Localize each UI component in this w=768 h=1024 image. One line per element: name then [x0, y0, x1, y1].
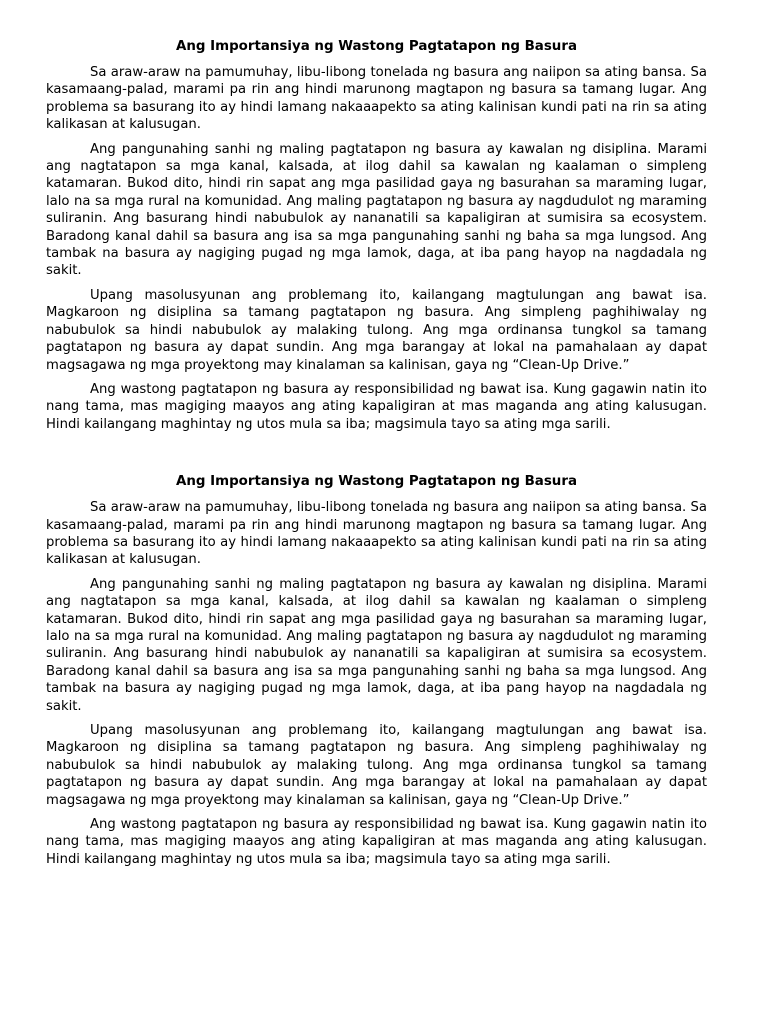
essay-paragraph-4: Ang wastong pagtatapon ng basura ay responsibilidad ng bawat isa. Kung gagawin natin ito nang tama, mas magiging maayos ang ating kapaligiran at mas maganda ang ating kalusugan. Hindi kailangang maghintay ng utos mula sa iba; magsimula tayo sa ating mga sarili. [46, 381, 707, 432]
essay-paragraph-4: Ang wastong pagtatapon ng basura ay responsibilidad ng bawat isa. Kung gagawin natin ito nang tama, mas magiging maayos ang ating kapaligiran at mas maganda ang ating kalusugan. Hindi kailangang maghintay ng utos mula sa iba; magsimula tayo sa ating mga sarili. [46, 817, 707, 867]
essay-paragraph-3: Upang masolusyunan ang problemang ito, kailangang magtulungan ang bawat isa. Magkaroon ng disiplina sa tamang pagtatapon ng basura. Ang simpleng paghihiwalay ng nabubulok sa hindi nabubulok ay malaking tulong. Ang mga ordinansa tungkol sa tamang pagtatapon ng basura ay dapat sundin. Ang mga barangay at lokal na pamahalaan ay dapat magsagawa ng mga proyektong may kinalaman sa kalinisan, gaya ng “Clean-Up Drive.” [46, 723, 707, 808]
essay-paragraph-1: Sa araw-araw na pamumuhay, libu-libong tonelada ng basura ang naiipon sa ating bansa. Sa kasamaang-palad, marami pa rin ang hindi marunong magtapon ng basura sa tamang lugar. Ang problema sa basurang ito ay hindi lamang nakaaapekto sa ating kalinisan kundi pati na rin sa ating kalikasan at kalusugan. [46, 500, 707, 568]
essay-1 [46, 38, 707, 433]
essay-2 [46, 473, 707, 868]
essay-paragraph-2: Ang pangunahing sanhi ng maling pagtatapon ng basura ay kawalan ng disiplina. Marami ang nagtatapon sa mga kanal, kalsada, at ilog dahil sa kawalan ng kaalaman o simpleng katamaran. Bukod dito, hindi rin sapat ang mga pasilidad gaya ng basurahan sa maraming lugar, lalo na sa mga rural na komunidad. Ang maling pagtatapon ng basura ay nagdudulot ng maraming suliranin. Ang basurang hindi nabubulok ay nananatili sa kapaligiran at sumisira sa ecosystem. Baradong kanal dahil sa basura ang isa sa mga pangunahing sanhi ng baha sa mga lungsod. Ang tambak na basura ay nagiging pugad ng mga lamok, daga, at iba pang hayop na nagdadala ng sakit. [46, 576, 707, 714]
essay-paragraph-3: Upang masolusyunan ang problemang ito, kailangang magtulungan ang bawat isa. Magkaroon ng disiplina sa tamang pagtatapon ng basura. Ang simpleng paghihiwalay ng nabubulok sa hindi nabubulok ay malaking tulong. Ang mga ordinansa tungkol sa tamang pagtatapon ng basura ay dapat sundin. Ang mga barangay at lokal na pamahalaan ay dapat magsagawa ng mga proyektong may kinalaman sa kalinisan, gaya ng “Clean-Up Drive.” [46, 287, 707, 373]
essay-paragraph-2: Ang pangunahing sanhi ng maling pagtatapon ng basura ay kawalan ng disiplina. Marami ang nagtatapon sa mga kanal, kalsada, at ilog dahil sa kawalan ng kaalaman o simpleng katamaran. Bukod dito, hindi rin sapat ang mga pasilidad gaya ng basurahan sa maraming lugar, lalo na sa mga rural na komunidad. Ang maling pagtatapon ng basura ay nagdudulot ng maraming suliranin. Ang basurang hindi nabubulok ay nananatili sa kapaligiran at sumisira sa ecosystem. Baradong kanal dahil sa basura ang isa sa mga pangunahing sanhi ng baha sa mga lungsod. Ang tambak na basura ay nagiging pugad ng mga lamok, daga, at iba pang hayop na nagdadala ng sakit. [46, 141, 707, 279]
essay-title: Ang Importansiya ng Wastong Pagtatapon ng Basura [176, 474, 577, 490]
essay-title: Ang Importansiya ng Wastong Pagtatapon ng Basura [176, 39, 577, 54]
essay-paragraph-1: Sa araw-araw na pamumuhay, libu-libong tonelada ng basura ang naiipon sa ating bansa. Sa kasamaang-palad, marami pa rin ang hindi marunong magtapon ng basura sa tamang lugar. Ang problema sa basurang ito ay hindi lamang nakaaapekto sa ating kalinisan kundi pati na rin sa ating kalikasan at kalusugan. [46, 65, 707, 133]
